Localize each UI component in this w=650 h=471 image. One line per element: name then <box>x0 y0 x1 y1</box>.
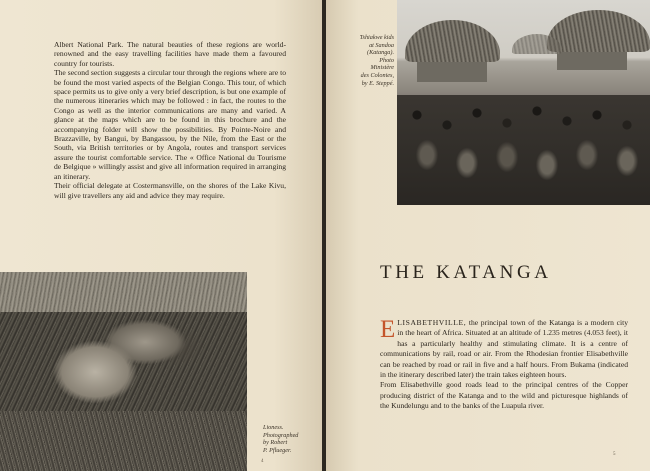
caption-line: Photo <box>379 56 394 64</box>
kids-photo-caption <box>328 34 394 87</box>
caption-line: Photographed <box>263 431 299 439</box>
caption-line: P. Pflueger. <box>263 446 292 454</box>
section-title: THE KATANGA <box>380 262 552 283</box>
caption-line: (Katanga). <box>367 49 394 57</box>
left-page-number: 4 <box>261 459 264 464</box>
left-paragraph-1: Albert National Park. The natural beauties of these regions are world-renowned and the easy travelling facilities have made them a favoured country for tourists. <box>54 40 286 68</box>
left-paragraph-3: Their official delegate at Costermansville, on the shores of the Lake Kivu, will give travellers any aid and advice they may require. <box>54 181 286 200</box>
lioness-photo <box>0 272 247 471</box>
caption-line: at Sandoa <box>369 41 394 49</box>
hut-roof <box>547 10 650 52</box>
caption-line: des Colonies, <box>360 71 394 79</box>
photo-grass-foreground <box>0 411 247 471</box>
right-body-text <box>380 318 628 412</box>
caption-line: by E. Steppé. <box>361 79 394 87</box>
photo-grass-background <box>0 272 247 312</box>
left-paragraph-2: The second section suggests a circular tour through the regions where are to be found the most varied aspects of the Belgian Congo. This tour, of which space permits us to give only a very brief description, is but one example of the numerous itineraries which may be followed : in fact, the routes to the Congo as well as the interior communications are many and varied. A glance at the maps which are to be found in this brochure and the accompanying folder will show the possibilities. By Pointe-Noire and Brazzaville, by Bangui, by Bangassou, by the Nile, from the East or the South, via British territories or by Angola, routes and transport services assure the tourist comfortable service. The « Office National du Tourisme de Belgique » willingly assist and give all information required in arranging an itinerary. <box>54 68 286 181</box>
seated-children <box>397 95 650 205</box>
caption-line: Tshiakwe kids <box>359 34 394 41</box>
paragraph-1-text: the principal town of the Katanga is a modern city in the heart of Africa. Situated at an altitude of 1.235 metres (4.053 feet), it has a particularly healthy and stimulating climate. It is a centre of communications by rail, road or air. From the Rhodesian frontier Elisabethville can be reached by road or rail in five and a half hours. From Bukama (indicated in the itinerary described later) the train takes eighteen hours. <box>380 318 628 380</box>
right-paragraph-2: From Elisabethville good roads lead to the principal centres of the Copper producing district of the Katanga and to the wild and picturesque highlands of the Kundelungu and to the banks of the Luapula river. <box>380 380 628 411</box>
right-page-number: 5 <box>613 452 616 457</box>
right-page <box>326 0 650 471</box>
right-paragraph-1 <box>380 318 628 380</box>
kids-photo <box>397 0 650 205</box>
caption-line: by Robert <box>263 439 288 447</box>
caption-line: Lioness. <box>263 424 284 431</box>
caption-line: Ministère <box>370 64 394 72</box>
dropcap: E <box>380 316 396 343</box>
lioness-photo-caption <box>263 424 313 454</box>
hut-roof <box>405 20 500 62</box>
left-body-text <box>54 40 286 200</box>
lead-caps: LISABETHVILLE, <box>397 318 467 327</box>
left-page <box>0 0 322 471</box>
